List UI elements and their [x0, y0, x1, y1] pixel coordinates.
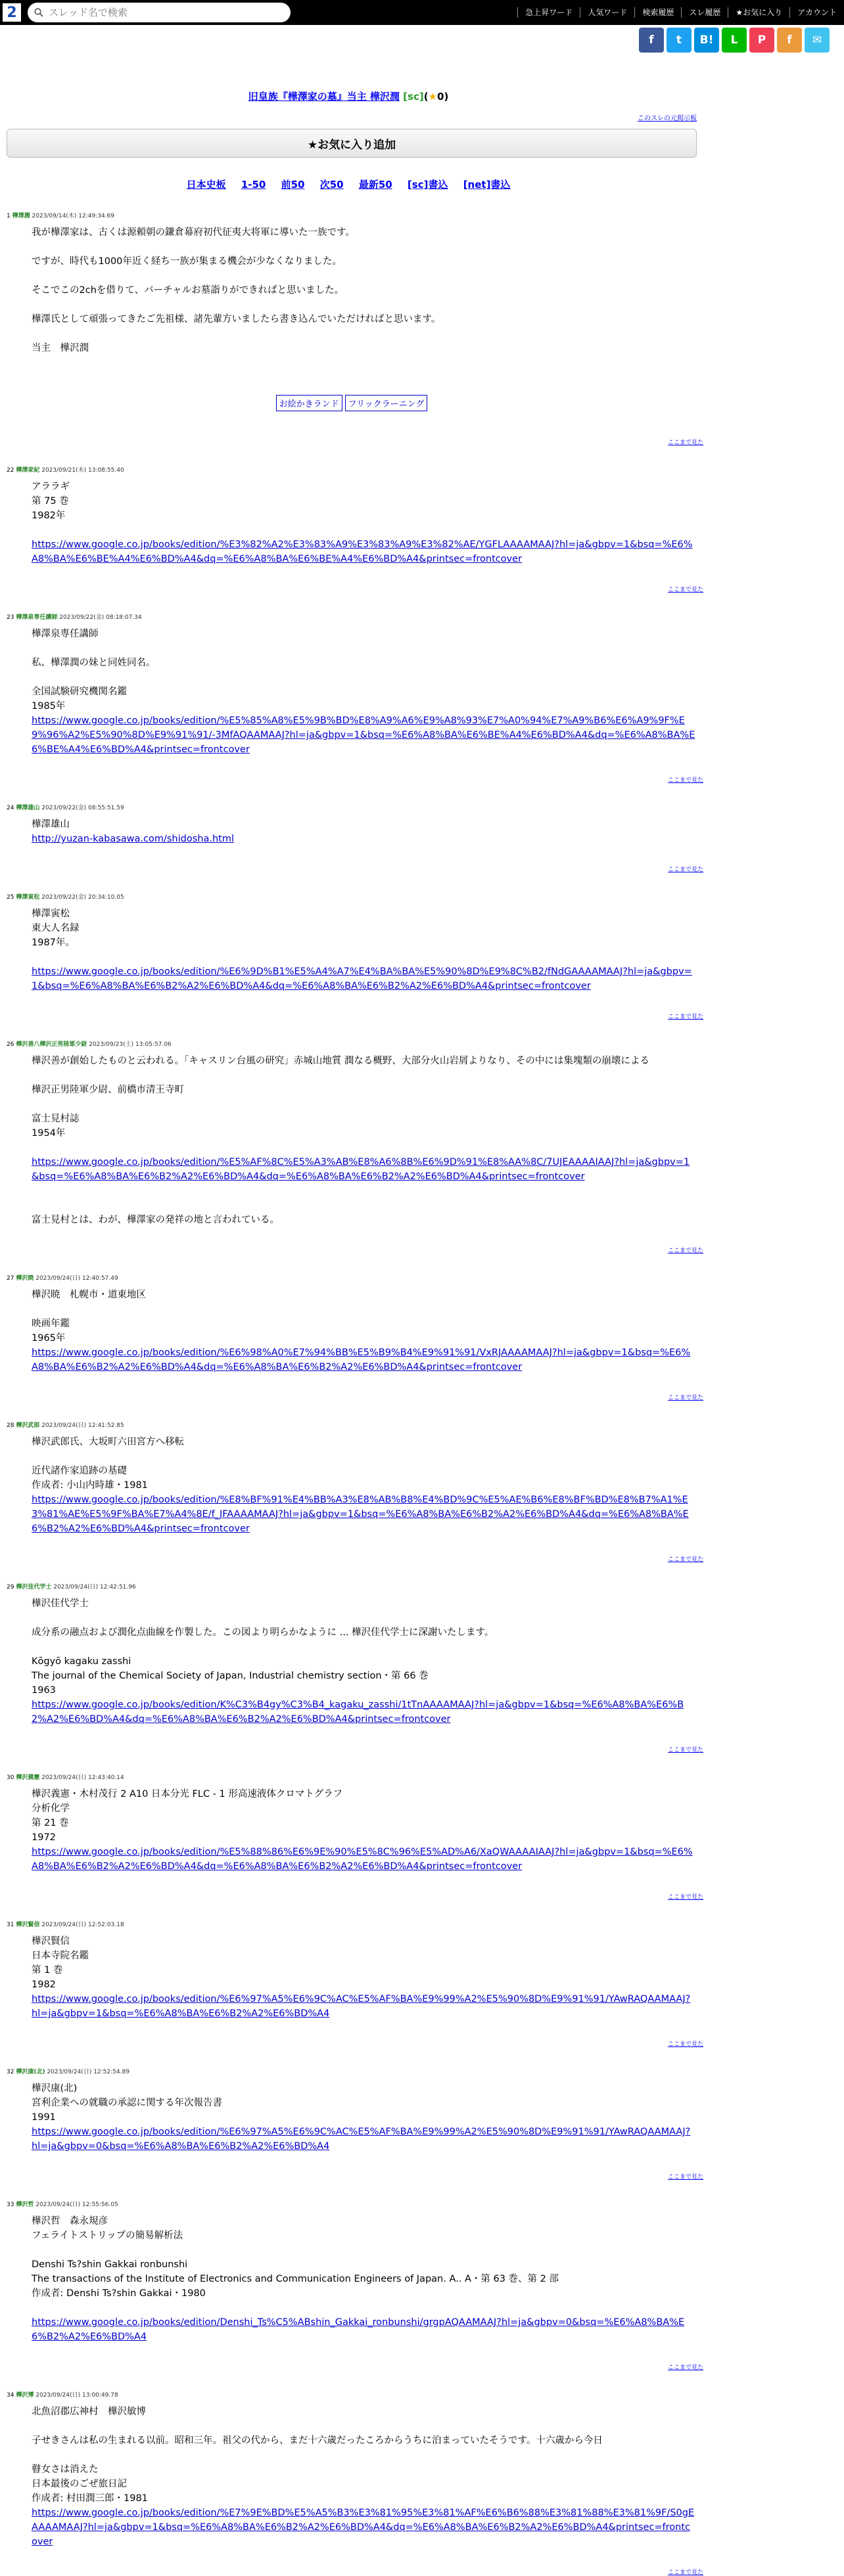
ad-banner-link[interactable]: フリックラーニング — [345, 395, 428, 411]
post-link[interactable]: https://www.google.co.jp/books/edition/%E6%9D%B1%E5%A4%A7%E4%BA%BA%E5%90%8D%E9%8C%B2/fNdGAAAAMAAJ?hl=ja&gbpv=1&bsq=%E6%A8%BA%E6%B2%A2%E6%BD%A4&dq=%E6%A8%BA%E6%B2%A2%E6%BD%A4&printsec=frontcover — [32, 966, 692, 991]
top-bar — [0, 0, 844, 25]
post-line: 私、樺澤潤の妹と同姓同名。 — [32, 658, 156, 668]
post-body — [32, 817, 695, 846]
pager-1-50[interactable]: 1-50 — [241, 179, 266, 191]
post-line: 近代諸作家追跡の基礎 — [32, 1466, 127, 1476]
post-line — [32, 1068, 695, 1083]
pager-net-write[interactable]: [net]書込 — [463, 179, 511, 191]
read-marker-row — [7, 2567, 703, 2575]
post-line: 1982年 — [32, 510, 66, 521]
post-header — [7, 2390, 697, 2398]
thread-title-link[interactable]: 旧皇族『樺澤家の墓』当主 樺沢潤 — [248, 91, 400, 102]
post-number[interactable]: 28 — [7, 1422, 14, 1429]
post-line: 1991 — [32, 2112, 56, 2123]
post — [0, 2200, 703, 2371]
post-line: 樺沢康(北) — [32, 2083, 78, 2094]
read-marker-row — [7, 1246, 703, 1254]
post-author: 樺澤家紀 — [16, 467, 40, 474]
post-line: 樺沢善が創始したものと云われる。「キャスリン台風の研究」赤城山地質 潤なる概野、大部分火山岩屑よりなり、その中には集塊類の崩壊による — [32, 1056, 649, 1066]
post-body — [32, 1596, 695, 1727]
post-line: 第 21 巻 — [32, 1818, 69, 1828]
post-number[interactable]: 25 — [7, 894, 14, 901]
post-header — [7, 2200, 697, 2207]
post-line: 1987年。 — [32, 938, 75, 948]
read-marker-row — [7, 775, 703, 783]
post-link[interactable]: https://www.google.co.jp/books/edition/%E7%9E%BD%E5%A5%B3%E3%81%95%E3%81%AF%E6%B6%88%E3%81%88%E3%81%9F/S0gEAAAAMAAJ?hl=ja&gbpv=1&bsq=%E6%A8%BA%E6%B2%A2%E6%BD%A4&dq=%E6%A8%BA%E6%B2%A2%E6%BD%A4&printsec=frontcover — [32, 2508, 695, 2547]
post-author: 樺沢暁 — [16, 1275, 34, 1282]
post-line — [32, 1449, 695, 1464]
post-number[interactable]: 24 — [7, 805, 14, 811]
post — [0, 1039, 703, 1254]
post-line: The journal of the Chemical Society of Japan, Industrial chemistry section・第 66 巻 — [32, 1671, 429, 1681]
post-number[interactable]: 1 — [7, 213, 11, 219]
read-marker-row — [7, 2362, 703, 2370]
post-line: 1982 — [32, 1979, 56, 1990]
post-author: 樺沢武郎 — [16, 1422, 40, 1429]
post — [0, 2390, 703, 2576]
pager — [0, 177, 697, 191]
read-marker-row — [7, 2172, 703, 2180]
post-line: 成分系の融点および潤化点曲線を作製した。この図より明らかなように ... 樺沢佳代学士に深謝いたします。 — [32, 1627, 494, 1638]
post-line: 日本寺院名鑑 — [32, 1951, 89, 1961]
post-header — [7, 892, 697, 900]
post-date: 2023/09/14(木) 12:49:34.69 — [32, 213, 114, 219]
post-body — [32, 1787, 695, 1874]
post-author: 樺沢哲 — [16, 2202, 34, 2208]
ad-banner-link[interactable]: お絵かきランド — [276, 395, 342, 411]
read-marker-row — [7, 2039, 703, 2047]
post-header — [7, 612, 697, 620]
post-number[interactable]: 26 — [7, 1041, 14, 1048]
top-nav — [517, 0, 844, 25]
post-line — [32, 523, 695, 537]
post-header — [7, 2067, 697, 2075]
post-number[interactable]: 23 — [7, 614, 14, 621]
post-line: 樺澤雄山 — [32, 819, 70, 830]
post-line: 第 1 巻 — [32, 1965, 63, 1976]
post-date: 2023/09/24(日) 12:43:40.14 — [41, 1774, 124, 1781]
post-number[interactable]: 32 — [7, 2069, 14, 2075]
post-date: 2023/09/24(日) 12:52:54.89 — [47, 2069, 129, 2075]
read-marker-link[interactable]: ここまで見た — [667, 1395, 703, 1401]
thread-header — [0, 89, 697, 103]
add-favorite-button[interactable]: ★お気に入り追加 — [7, 129, 697, 158]
post-author: 樺沢義憲 — [16, 1774, 40, 1781]
post-number[interactable]: 27 — [7, 1275, 14, 1282]
post-line — [32, 1611, 695, 1625]
post-line: ですが、時代も1000年近く経ち一族が集まる機会が少なくなりました。 — [32, 256, 342, 267]
search-box[interactable] — [28, 3, 291, 22]
post-link[interactable]: https://www.google.co.jp/books/edition/Denshi_Ts%C5%ABshin_Gakkai_ronbunshi/grgpAQAAMAAJ?hl=ja&gbpv=0&bsq=%E6%A8%BA%E6%B2%A2%E6%BD%A4 — [32, 2317, 685, 2342]
post-date: 2023/09/24(日) 13:00:49.78 — [35, 2392, 118, 2399]
post-date: 2023/09/24(日) 12:40:57.49 — [35, 1275, 118, 1282]
post-line — [32, 240, 695, 254]
facebook-share-icon[interactable]: f — [639, 28, 664, 53]
site-logo-icon[interactable]: 2 — [3, 3, 21, 22]
original-board-link[interactable]: このスレの元掲示板 — [638, 115, 697, 122]
post-line: 樺沢武郎氏、大坂町六田宮方へ移転 — [32, 1437, 184, 1447]
post-author: 樺澤潤 — [12, 213, 30, 219]
post — [0, 1273, 703, 1401]
post-link[interactable]: https://www.google.co.jp/books/edition/%E6%97%A5%E6%9C%AC%E5%AF%BA%E9%99%A2%E5%90%8D%E9%91%91/YAwRAQAAMAAJ?hl=ja&gbpv=1&bsq=%E6%A8%BA%E6%B2%A2%E6%BD%A4 — [32, 1994, 691, 2019]
post-line — [32, 269, 695, 283]
original-board-link-row — [0, 112, 697, 122]
post-header — [7, 1582, 697, 1590]
pager-prev-50[interactable]: 前50 — [281, 179, 305, 191]
post-line: 日本最後のごぜ旅日記 — [32, 2479, 127, 2489]
post-header — [7, 1039, 697, 1047]
post-line — [32, 670, 695, 685]
read-marker-link[interactable]: ここまで見た — [667, 1014, 703, 1020]
post-line — [32, 1141, 695, 1155]
search-input[interactable] — [47, 6, 271, 19]
post-date: 2023/09/24(日) 12:52:03.18 — [41, 1922, 124, 1928]
twitter-share-icon[interactable]: t — [667, 28, 692, 53]
post-line: 樺沢義憲・木村茂行 2 A10 日本分光 FLC - 1 形高速液体クロマトグラフ — [32, 1789, 343, 1799]
post-date: 2023/09/22(金) 08:18:07.34 — [59, 614, 142, 621]
post-line — [32, 2419, 695, 2433]
post — [0, 803, 703, 873]
post-line: 富士見村誌 — [32, 1114, 80, 1124]
post-header — [7, 211, 697, 219]
read-marker-link[interactable]: ここまで見た — [667, 2569, 703, 2576]
read-marker-link[interactable]: ここまで見た — [667, 777, 703, 784]
post-date: 2023/09/24(日) 12:55:56.05 — [35, 2202, 118, 2208]
post-line: 樺沢佳代学士 — [32, 1598, 89, 1609]
post-line — [32, 1302, 695, 1317]
post-line: 1954年 — [32, 1128, 66, 1139]
post-author: 樺澤泉専任講師 — [16, 614, 58, 621]
post-date: 2023/09/24(日) 12:42:51.96 — [53, 1584, 136, 1591]
post-body — [32, 225, 695, 355]
post-line: 富士見村とは、わが、樺澤家の発祥の地と言われている。 — [32, 1215, 279, 1225]
post-line: Denshi Ts?shin Gakkai ronbunshi — [32, 2259, 188, 2270]
post-line: 樺澤泉専任講師 — [32, 629, 99, 639]
nav-thread-history[interactable]: スレ履歴 — [681, 7, 728, 18]
post-line — [32, 1184, 695, 1198]
read-marker-link[interactable]: ここまで見た — [667, 2174, 703, 2181]
post-body — [32, 2214, 695, 2344]
mail-share-icon[interactable]: ✉ — [805, 28, 830, 53]
post-line: 1985年 — [32, 701, 66, 712]
read-marker-link[interactable]: ここまで見た — [667, 1894, 703, 1901]
read-marker-row — [7, 865, 703, 872]
post-header — [7, 803, 697, 811]
post-line — [32, 2301, 695, 2315]
post-line: 北魚沼郡広神村 樺沢敏博 — [32, 2407, 146, 2417]
post-line — [32, 950, 695, 964]
read-marker-link[interactable]: ここまで見た — [667, 2041, 703, 2048]
post-link[interactable]: https://www.google.co.jp/books/edition/%E5%AF%8C%E5%A3%AB%E8%A6%8B%E6%9D%91%E8%AA%8C/7UJEAAAAIAAJ?hl=ja&gbpv=1&bsq=%E6%A8%BA%E6%B2%A2%E6%BD%A4&dq=%E6%A8%BA%E6%B2%A2%E6%BD%A4&printsec=frontcover — [32, 1157, 690, 1182]
post-header — [7, 465, 697, 473]
read-marker-row — [7, 1393, 703, 1401]
post-link[interactable]: https://www.google.co.jp/books/edition/K%C3%B4gy%C3%B4_kagaku_zasshi/1tTnAAAAMAAJ?hl=ja&gbpv=1&bsq=%E6%A8%BA%E6%B2%A2%E6%BD%A4&dq=%E6%A8%BA%E6%B2%A2%E6%BD%A4&printsec=frontcover — [32, 1700, 684, 1725]
post-line — [32, 1198, 695, 1213]
pager-next-50[interactable]: 次50 — [319, 179, 344, 191]
read-marker-link[interactable]: ここまで見た — [667, 1248, 703, 1254]
post-number[interactable]: 33 — [7, 2202, 14, 2208]
nav-search-history[interactable]: 検索履歴 — [634, 7, 681, 18]
post-line — [32, 1640, 695, 1654]
read-marker-link[interactable]: ここまで見た — [667, 1556, 703, 1563]
pocket-share-icon[interactable]: P — [749, 28, 774, 53]
post-body — [32, 907, 695, 993]
post-link[interactable]: https://www.google.co.jp/books/edition/%E6%97%A5%E6%9C%AC%E5%AF%BA%E9%99%A2%E5%90%8D%E9%91%91/YAwRAQAAMAAJ?hl=ja&gbpv=0&bsq=%E6%A8%BA%E6%B2%A2%E6%BD%A4 — [32, 2127, 691, 2152]
read-marker-link[interactable]: ここまで見た — [667, 1747, 703, 1753]
post-link[interactable]: https://www.google.co.jp/books/edition/%E5%88%86%E6%9E%90%E5%8C%96%E5%AD%A6/XaQWAAAAIAAJ?hl=ja&gbpv=1&bsq=%E6%A8%BA%E6%B2%A2%E6%BD%A4&dq=%E6%A8%BA%E6%B2%A2%E6%BD%A4&printsec=frontcover — [32, 1847, 693, 1872]
post — [0, 1420, 703, 1563]
post-line: 樺澤氏として頑張ってきたご先祖様、諸先輩方いましたら書き込んでいただければと思います。 — [32, 314, 441, 325]
star-icon: ★ — [428, 91, 437, 102]
post-line — [32, 298, 695, 312]
post-line: 作成者: 小山内時雄・1981 — [32, 1480, 148, 1491]
read-marker-link[interactable]: ここまで見た — [667, 867, 703, 873]
post-line: The transactions of the Institute of Electronics and Communication Engineers of Japan. A.. A・第 63 巻、第 2 部 — [32, 2274, 559, 2284]
post-header — [7, 1920, 697, 1928]
post-body — [32, 480, 695, 566]
post — [0, 612, 703, 784]
post-line: 我が樺澤家は、古くは源頼朝の鎌倉幕府初代征夷大将軍に導いた一族です。 — [32, 227, 355, 238]
nav-favorites[interactable]: ★お気に入り — [728, 7, 789, 18]
post — [0, 1920, 703, 2048]
post-line: 瞽女さは消えた — [32, 2464, 99, 2475]
read-marker-link[interactable]: ここまで見た — [667, 440, 703, 446]
post-line: 宮利企業への就職の承認に関する年次報告書 — [32, 2098, 222, 2108]
search-icon — [34, 8, 43, 17]
post-body — [32, 1435, 695, 1536]
post-author: 樺沢康(北) — [16, 2069, 45, 2075]
post-line: フェライトストリップの簡易解析法 — [32, 2230, 183, 2241]
pager-sc-write[interactable]: [sc]書込 — [407, 179, 448, 191]
post-list — [0, 211, 703, 2576]
post-header — [7, 1773, 697, 1780]
post-line — [32, 327, 695, 341]
main-content — [0, 89, 703, 2576]
post-line: 樺沢暁 札幌市・道東地区 — [32, 1290, 146, 1300]
post-link[interactable]: https://www.google.co.jp/books/edition/%E8%BF%91%E4%BB%A3%E8%AB%B8%E4%BD%9C%E5%AE%B6%E8%BF%BD%E8%B7%A1%E3%81%AE%E5%9F%BA%E7%A4%8E/f_JFAAAAMAAJ?hl=ja&gbpv=1&bsq=%E6%A8%BA%E6%B2%A2%E6%BD%A4&dq=%E6%A8%BA%E6%B2%A2%E6%BD%A4&printsec=frontcover — [32, 1495, 689, 1534]
post-line: 当主 樺沢潤 — [32, 343, 89, 353]
post-body — [32, 1054, 695, 1227]
post-line — [32, 2448, 695, 2462]
post-line: 作成者: Denshi Ts?shin Gakkai・1980 — [32, 2288, 206, 2299]
read-marker-row — [7, 1745, 703, 1753]
post-date: 2023/09/21(木) 13:08:55.40 — [41, 467, 124, 474]
nav-trending-words[interactable]: 急上昇ワード — [517, 7, 580, 18]
post-link[interactable]: https://www.google.co.jp/books/edition/%E6%98%A0%E7%94%BB%E5%B9%B4%E9%91%91/VxRJAAAAMAAJ?hl=ja&gbpv=1&bsq=%E6%A8%BA%E6%B2%A2%E6%BD%A4&dq=%E6%A8%BA%E6%B2%A2%E6%BD%A4&printsec=frontcover — [32, 1347, 691, 1372]
post-number[interactable]: 34 — [7, 2392, 14, 2399]
post — [0, 2067, 703, 2181]
post-body — [32, 2081, 695, 2154]
post-link[interactable]: http://yuzan-kabasawa.com/shidosha.html — [32, 834, 234, 844]
pager-latest-50[interactable]: 最新50 — [358, 179, 392, 191]
post-body — [32, 1934, 695, 2021]
post-line — [32, 2243, 695, 2257]
post-line: 1963 — [32, 1685, 56, 1696]
post-author: 樺澤寅松 — [16, 894, 40, 901]
post — [0, 211, 703, 446]
post-line — [32, 1097, 695, 1112]
post-line: 分析化学 — [32, 1803, 70, 1814]
post-number[interactable]: 30 — [7, 1774, 14, 1781]
post-line: 全国試験研究機関名鑑 — [32, 687, 127, 697]
read-marker-link[interactable]: ここまで見た — [667, 587, 703, 593]
post-line: 作成者: 村田潤三郎・1981 — [32, 2493, 148, 2504]
read-marker-row — [7, 438, 703, 445]
post-number[interactable]: 29 — [7, 1584, 14, 1591]
post-body — [32, 1288, 695, 1374]
post-date: 2023/09/24(日) 12:41:52.85 — [41, 1422, 124, 1429]
post — [0, 1582, 703, 1753]
pager-board[interactable]: 日本史板 — [186, 179, 226, 191]
feedly-share-icon[interactable]: f — [777, 28, 802, 53]
post-header — [7, 1420, 697, 1428]
post-line: 子せきさんは私の生まれる以前。昭和三年。祖父の代から、まだ十六歳だったころからうちに泊まっていたそうです。十六歳から今日 — [32, 2435, 603, 2446]
post-line: 映画年鑑 — [32, 1319, 70, 1329]
post-link[interactable]: https://www.google.co.jp/books/edition/%E3%82%A2%E3%83%A9%E3%83%A9%E3%82%AE/YGFLAAAAMAAJ?hl=ja&gbpv=1&bsq=%E6%A8%BA%E6%BE%A4%E6%BD%A4&dq=%E6%A8%BA%E6%BE%A4%E6%BD%A4&printsec=frontcover — [32, 539, 693, 564]
post-author: 樺沢博 — [16, 2392, 34, 2399]
post-date: 2023/09/22(金) 20:34:10.05 — [41, 894, 124, 901]
read-marker-row — [7, 1892, 703, 1900]
post — [0, 1773, 703, 1901]
fav-count-open: ( — [423, 91, 429, 102]
post-line: 樺沢哲 森永規彦 — [32, 2216, 108, 2226]
post-author: 樺沢賢信 — [16, 1922, 40, 1928]
post-line: 第 75 巻 — [32, 496, 69, 507]
post — [0, 465, 703, 593]
post-date: 2023/09/22(金) 08:55:51.59 — [41, 805, 124, 811]
read-marker-link[interactable]: ここまで見た — [667, 2364, 703, 2371]
read-marker-row — [7, 585, 703, 593]
post-author: 樺澤雄山 — [16, 805, 40, 811]
post-line: 1972 — [32, 1832, 56, 1843]
post-line: 樺沢賢信 — [32, 1936, 70, 1947]
post-line: アララギ — [32, 482, 70, 492]
post-line: Kōgyō kagaku zasshi — [32, 1656, 131, 1667]
post-header — [7, 1273, 697, 1281]
nav-account[interactable]: アカウント — [789, 7, 844, 18]
fav-count: 0 — [437, 91, 444, 102]
post-number[interactable]: 22 — [7, 467, 14, 474]
share-buttons — [0, 25, 844, 55]
post-body — [32, 2405, 695, 2549]
nav-popular-words[interactable]: 人気ワード — [580, 7, 634, 18]
fav-count-close: ) — [444, 91, 449, 102]
post-author: 樺沢佳代学士 — [16, 1584, 52, 1591]
post-author: 樺沢善八樺沢正男陸軍少尉 — [16, 1041, 87, 1048]
ad-banners — [7, 395, 697, 411]
sc-label: [sc] — [403, 91, 424, 102]
post-line: 樺沢正男陸軍少尉、前橋市清王寺町 — [32, 1085, 184, 1095]
post-number[interactable]: 31 — [7, 1922, 14, 1928]
post-line: 東大人名録 — [32, 923, 80, 934]
post-line: 1965年 — [32, 1333, 66, 1344]
post-line — [32, 641, 695, 656]
line-share-icon[interactable]: L — [722, 28, 747, 53]
post-body — [32, 627, 695, 757]
post-line: そこでこの2chを借りて、バーチャルお墓詣りができればと思いました。 — [32, 285, 344, 296]
post-line: 樺澤寅松 — [32, 909, 70, 919]
read-marker-row — [7, 1554, 703, 1562]
post-link[interactable]: https://www.google.co.jp/books/edition/%E5%85%A8%E5%9B%BD%E8%A9%A6%E9%A8%93%E7%A0%94%E7%A9%B6%E6%A9%9F%E9%96%A2%E5%90%8D%E9%91%91/-3MfAQAAMAAJ?hl=ja&gbpv=1&bsq=%E6%A8%BA%E6%BE%A4%E6%BD%A4&dq=%E6%A8%BA%E6%BE%A4%E6%BD%A4&printsec=frontcover — [32, 715, 695, 755]
post-date: 2023/09/23(土) 13:05:57.06 — [89, 1041, 172, 1048]
read-marker-row — [7, 1012, 703, 1020]
hatena-share-icon[interactable]: B! — [694, 28, 719, 53]
post — [0, 892, 703, 1020]
